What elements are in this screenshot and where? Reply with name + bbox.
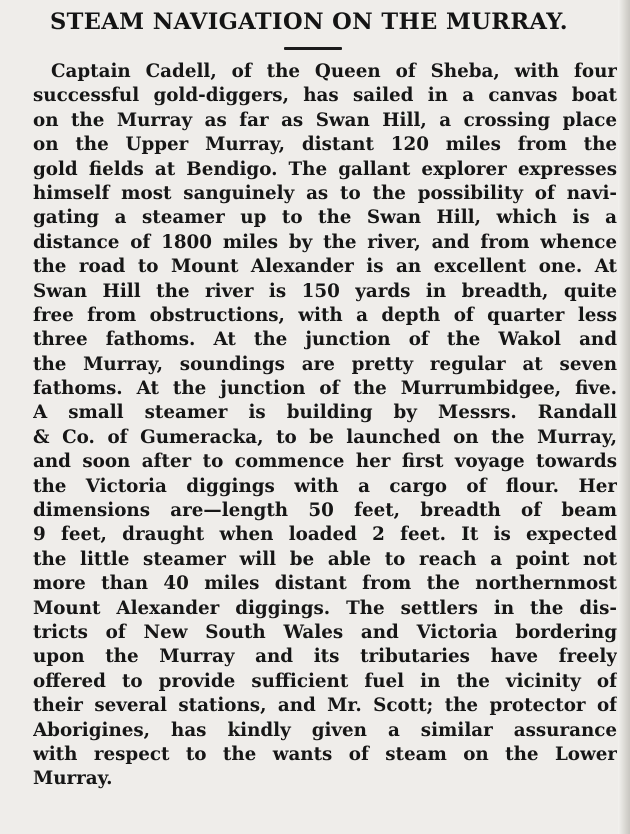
headline-divider bbox=[284, 47, 342, 50]
article-line: & Co. of Gumeracka, to be launched on the Murray, bbox=[33, 426, 617, 448]
article-line: three fathoms. At the junction of the Wakol and bbox=[33, 329, 617, 351]
article-line: the Murray, soundings are pretty regular at seven bbox=[33, 353, 617, 375]
article-line: fathoms. At the junction of the Murrumbidgee, five. bbox=[33, 378, 617, 400]
article-line: himself most sanguinely as to the possibility of navi- bbox=[33, 182, 617, 204]
article-line: Swan Hill the river is 150 yards in breadth, quite bbox=[33, 280, 617, 302]
article-line: tricts of New South Wales and Victoria bordering bbox=[33, 621, 617, 643]
article-line: successful gold-diggers, has sailed in a canvas boat bbox=[33, 85, 617, 107]
article-line: distance of 1800 miles by the river, and from whence bbox=[33, 231, 617, 253]
article-body bbox=[33, 60, 617, 792]
article-line: gold fields at Bendigo. The gallant explorer expresses bbox=[33, 158, 617, 180]
article-line: 9 feet, draught when loaded 2 feet. It is expected bbox=[33, 524, 617, 546]
article-line: Mount Alexander diggings. The settlers in the dis- bbox=[33, 597, 617, 619]
article-line: and soon after to commence her first voyage towards bbox=[33, 451, 617, 473]
article-line: upon the Murray and its tributaries have freely bbox=[33, 646, 617, 668]
article-line: on the Murray as far as Swan Hill, a crossing place bbox=[33, 109, 617, 131]
article-line: more than 40 miles distant from the northernmost bbox=[33, 573, 617, 595]
article-line: on the Upper Murray, distant 120 miles from the bbox=[33, 134, 617, 156]
article-line: Aborigines, has kindly given a similar assurance bbox=[33, 719, 617, 741]
article-line: offered to provide sufficient fuel in the vicinity of bbox=[33, 670, 617, 692]
article-line: the little steamer will be able to reach a point not bbox=[33, 548, 617, 570]
article-line: Captain Cadell, of the Queen of Sheba, with four bbox=[51, 61, 617, 82]
article-line: gating a steamer up to the Swan Hill, which is a bbox=[33, 207, 617, 229]
article-line: free from obstructions, with a depth of quarter less bbox=[33, 304, 617, 326]
scan-edge-shadow bbox=[618, 0, 630, 834]
article-line: Murray. bbox=[33, 768, 113, 790]
article-headline: STEAM NAVIGATION ON THE MURRAY. bbox=[49, 9, 569, 35]
article-line: the road to Mount Alexander is an excellent one. At bbox=[33, 256, 617, 278]
article-line: with respect to the wants of steam on the Lower bbox=[33, 743, 617, 765]
article-line: the Victoria diggings with a cargo of flour. Her bbox=[33, 475, 617, 497]
article-line: dimensions are—length 50 feet, breadth of beam bbox=[33, 500, 617, 522]
article-line: A small steamer is building by Messrs. Randall bbox=[33, 402, 617, 424]
article-line: their several stations, and Mr. Scott; the protector of bbox=[33, 695, 617, 717]
